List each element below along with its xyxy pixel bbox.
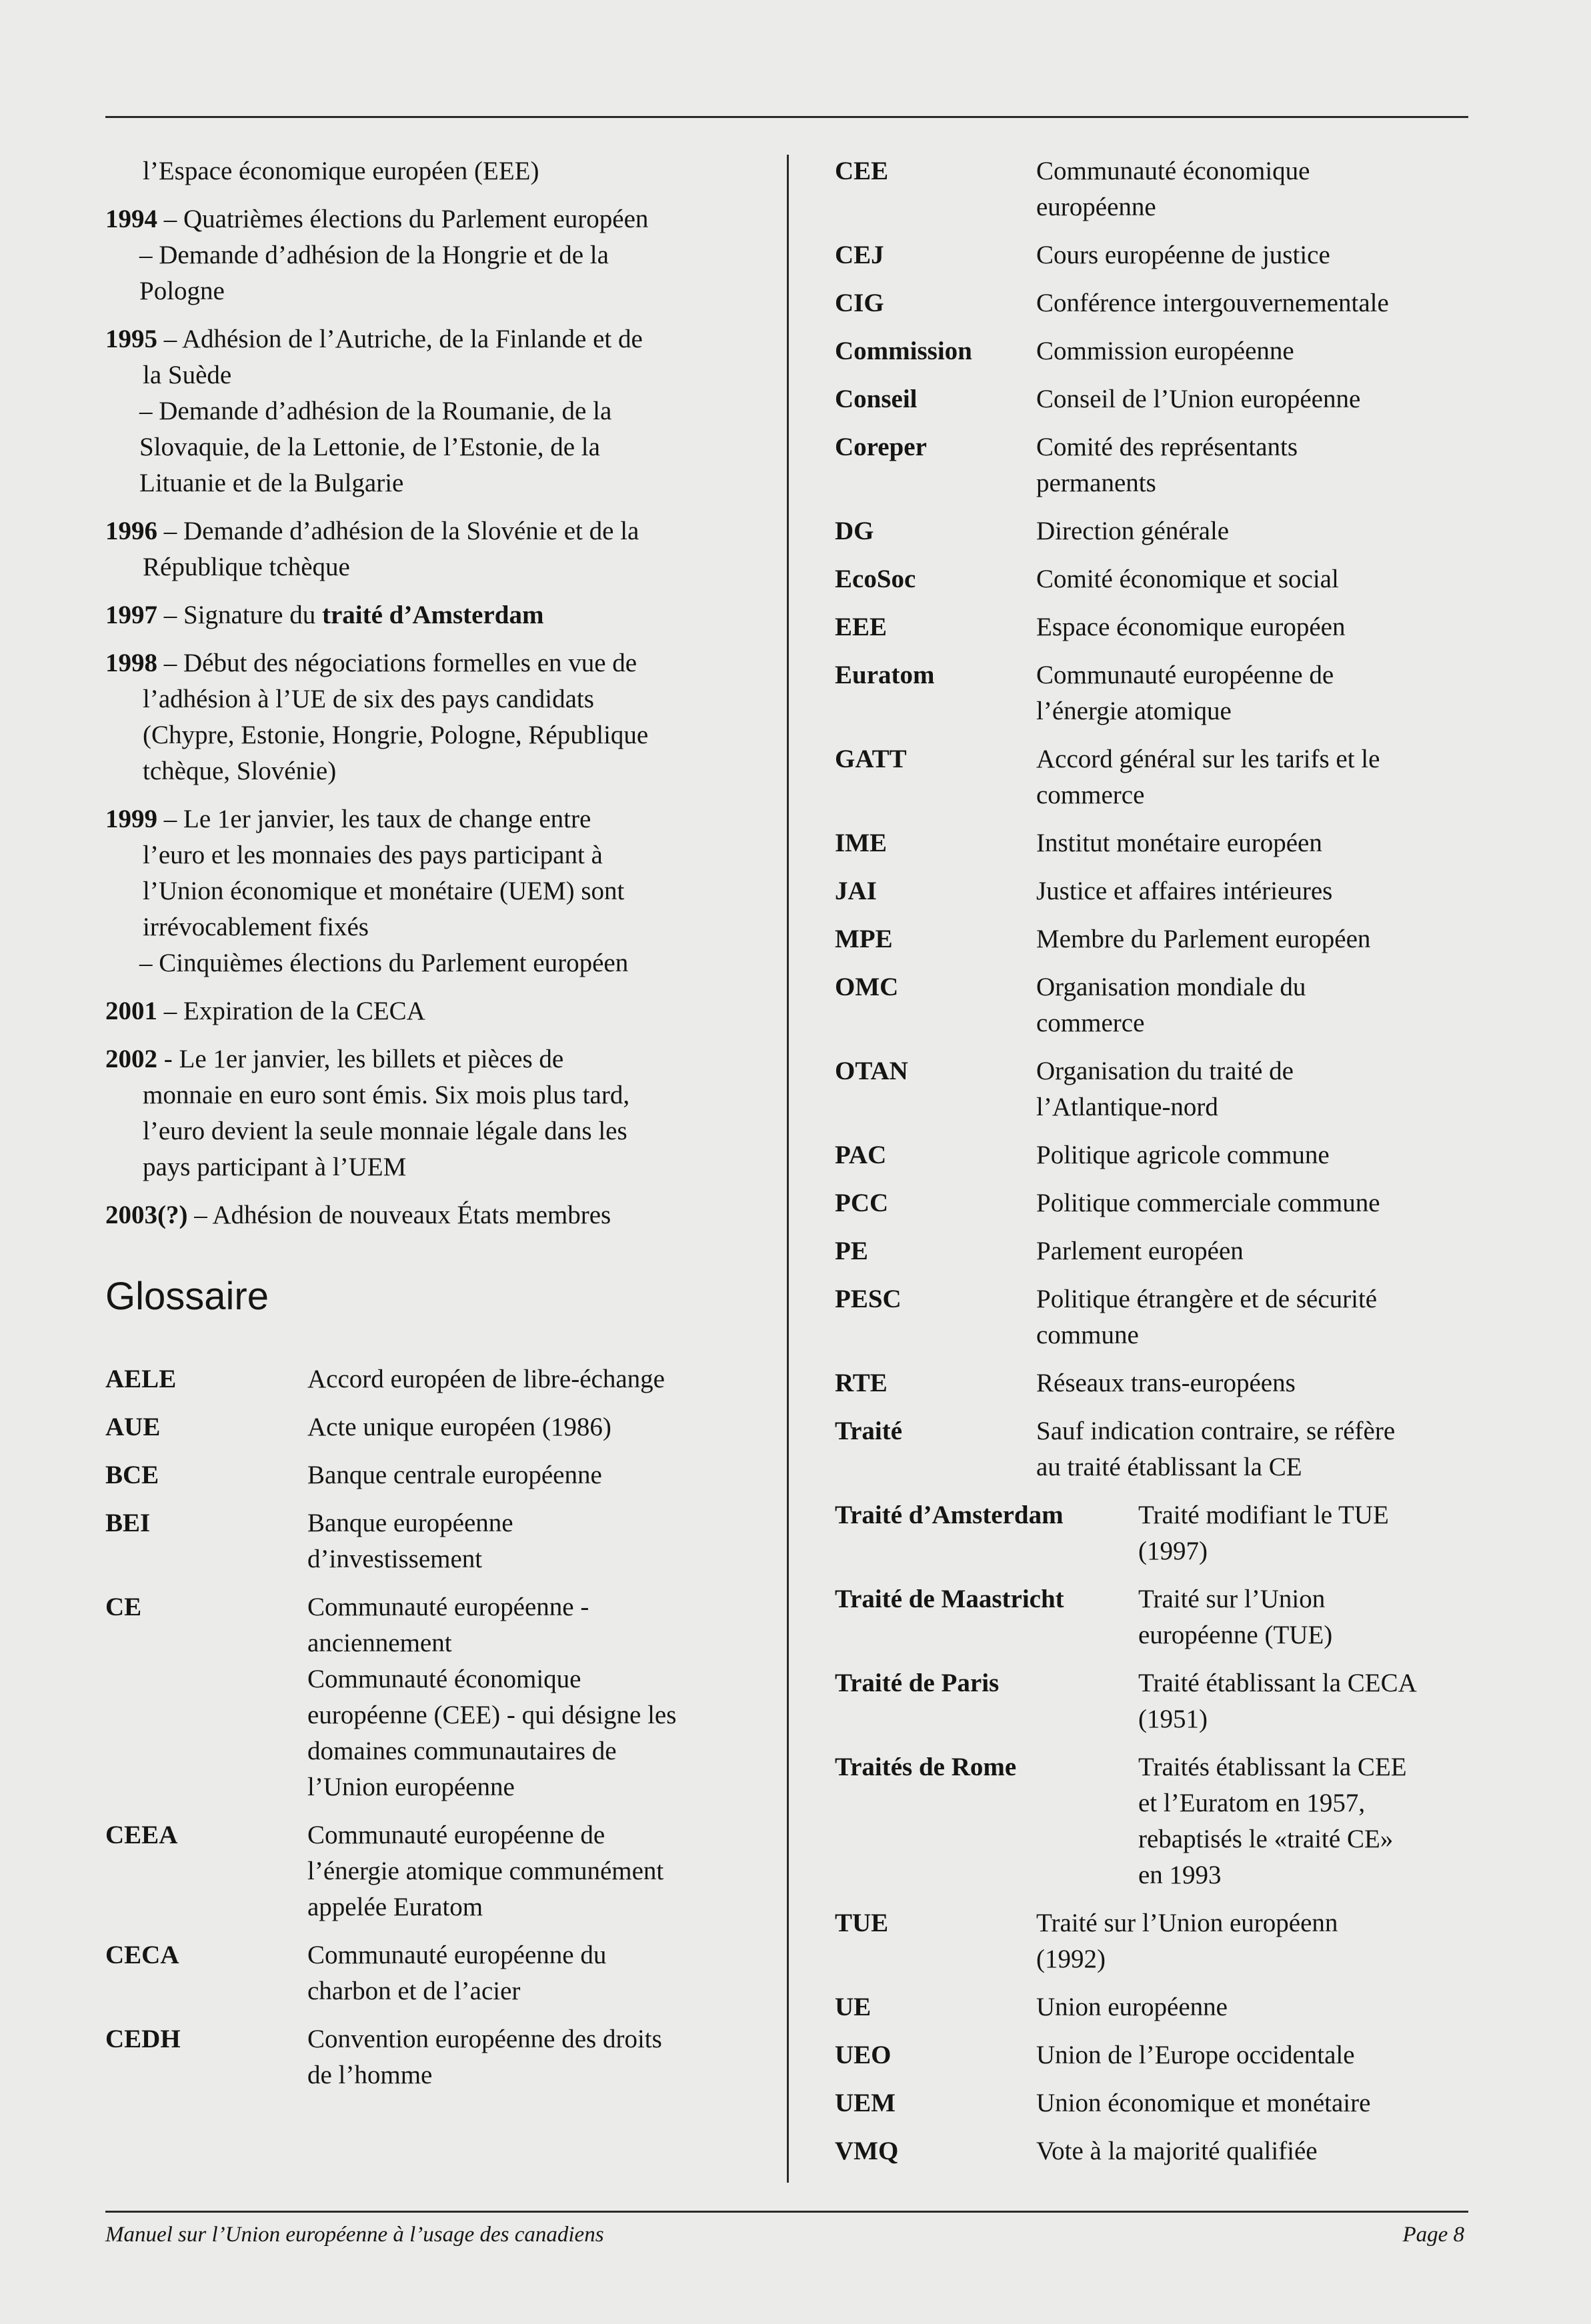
glossary-definition xyxy=(1036,285,1389,321)
glossary-definition xyxy=(1036,2133,1318,2169)
definition-line: Commission européenne xyxy=(1036,337,1294,365)
definition-line: Sauf indication contraire, se réfère xyxy=(1036,1417,1396,1445)
left-column xyxy=(105,153,739,2105)
chronology-year: 1995 xyxy=(105,325,157,353)
glossary-definition xyxy=(1036,2085,1370,2121)
chronology-text: Adhésion de nouveaux États membres xyxy=(212,1201,611,1229)
definition-line: Banque européenne xyxy=(307,1509,513,1537)
chronology-entry xyxy=(105,153,739,189)
definition-line: Réseaux trans-européens xyxy=(1036,1369,1296,1397)
definition-line: Accord européen de libre-échange xyxy=(307,1365,665,1393)
glossary-entry xyxy=(105,1457,739,1493)
glossary-term: IME xyxy=(835,829,887,857)
definition-line: de l’homme xyxy=(307,2061,433,2089)
chronology-year: 1997 xyxy=(105,601,157,629)
definition-line: l’énergie atomique communément xyxy=(307,1857,664,1885)
definition-line: (1951) xyxy=(1138,1705,1208,1733)
glossary-definition xyxy=(1036,561,1339,597)
glossary-entry xyxy=(835,1905,1502,1977)
glossary-term: Commission xyxy=(835,337,972,365)
glossary-definition xyxy=(1138,1497,1389,1569)
glossary-entry xyxy=(835,657,1502,729)
chronology-line: 1997 – Signature du traité d’Amsterdam xyxy=(105,601,544,629)
definition-line: d’investissement xyxy=(307,1545,483,1573)
glossary-right xyxy=(835,153,1502,2169)
glossary-definition xyxy=(1036,2037,1355,2073)
definition-line: Parlement européen xyxy=(1036,1237,1244,1265)
glossary-term: TUE xyxy=(835,1909,889,1937)
chronology-line: 1996 – Demande d’adhésion de la Slovénie et de la xyxy=(105,517,639,545)
glossary-definition xyxy=(307,1409,611,1445)
definition-line: (1992) xyxy=(1036,1945,1106,1973)
chronology-year: 2001 xyxy=(105,997,157,1025)
chronology-text: Quatrièmes élections du Parlement européen xyxy=(183,205,649,233)
glossaire-heading: Glossaire xyxy=(105,1275,269,1318)
chronology-year: 1999 xyxy=(105,805,157,833)
glossary-left xyxy=(105,1361,739,2093)
definition-line: Justice et affaires intérieures xyxy=(1036,877,1333,905)
definition-line: Institut monétaire européen xyxy=(1036,829,1322,857)
definition-line: au traité établissant la CE xyxy=(1036,1453,1302,1481)
definition-line: commerce xyxy=(1036,781,1145,809)
glossary-entry xyxy=(835,1185,1502,1221)
definition-line: Organisation mondiale du xyxy=(1036,973,1306,1001)
chronology-text: Demande d’adhésion de la Slovénie et de la xyxy=(183,517,639,545)
definition-line: anciennement xyxy=(307,1629,452,1657)
glossary-term: OTAN xyxy=(835,1057,908,1085)
chronology-line: 1998 – Début des négociations formelles en vue de xyxy=(105,649,637,677)
glossary-term: CIG xyxy=(835,289,884,317)
definition-line: Conseil de l’Union européenne xyxy=(1036,385,1361,413)
definition-line: Politique étrangère et de sécurité xyxy=(1036,1285,1378,1313)
glossary-entry xyxy=(835,1749,1502,1893)
glossary-definition xyxy=(1036,429,1298,501)
glossary-entry xyxy=(835,1413,1502,1485)
glossary-definition xyxy=(1138,1665,1417,1737)
glossary-definition xyxy=(1036,825,1322,861)
glossary-definition xyxy=(1036,921,1370,957)
glossary-entry xyxy=(835,1137,1502,1173)
definition-line: Comité économique et social xyxy=(1036,565,1339,593)
definition-line: Politique agricole commune xyxy=(1036,1141,1330,1169)
glossary-entry xyxy=(835,1665,1502,1737)
glossary-entry xyxy=(835,1365,1502,1401)
glossary-term: UE xyxy=(835,1993,872,2021)
definition-line: Vote à la majorité qualifiée xyxy=(1036,2137,1318,2165)
definition-line: Convention européenne des droits xyxy=(307,2025,662,2053)
chronology-line: pays participant à l’UEM xyxy=(143,1153,407,1181)
glossary-definition xyxy=(307,1817,663,1925)
definition-line: Espace économique européen xyxy=(1036,613,1346,641)
glossary-definition xyxy=(1036,741,1380,813)
glossary-entry xyxy=(835,513,1502,549)
glossary-definition xyxy=(1036,657,1334,729)
glossary-entry xyxy=(835,429,1502,501)
definition-line: Communauté européenne de xyxy=(307,1821,605,1849)
glossary-entry xyxy=(835,969,1502,1041)
footer-title: Manuel sur l’Union européenne à l’usage des canadiens xyxy=(105,2223,604,2247)
glossary-entry xyxy=(105,1589,739,1805)
chronology-subline: – Cinquièmes élections du Parlement européen xyxy=(139,949,629,977)
glossary-term: Euratom xyxy=(835,661,935,689)
glossary-definition xyxy=(307,2021,662,2093)
chronology-subline: Pologne xyxy=(139,277,225,305)
glossary-term: PESC xyxy=(835,1285,902,1313)
glossary-term: CEDH xyxy=(105,2025,181,2053)
chronology-text: Expiration de la CECA xyxy=(183,997,425,1025)
glossary-term: Traité d’Amsterdam xyxy=(835,1501,1064,1529)
glossary-term: CEJ xyxy=(835,241,884,269)
definition-line: commerce xyxy=(1036,1009,1145,1037)
chronology xyxy=(105,153,739,1233)
glossary-term: GATT xyxy=(835,745,907,773)
chronology-line: l’adhésion à l’UE de six des pays candidats xyxy=(143,685,594,713)
glossary-entry xyxy=(835,381,1502,417)
glossary-entry xyxy=(835,825,1502,861)
definition-line: Communauté économique xyxy=(307,1665,581,1693)
definition-line: l’Atlantique-nord xyxy=(1036,1093,1218,1121)
glossary-term: Traité xyxy=(835,1417,903,1445)
glossary-entry xyxy=(835,237,1502,273)
glossary-term: EcoSoc xyxy=(835,565,916,593)
glossary-term: AELE xyxy=(105,1365,177,1393)
chronology-year: 2002 xyxy=(105,1045,157,1073)
glossary-term: MPE xyxy=(835,925,893,953)
glossary-definition xyxy=(1036,1185,1380,1221)
definition-line: Comité des représentants xyxy=(1036,433,1298,461)
glossary-term: VMQ xyxy=(835,2137,899,2165)
chronology-entry xyxy=(105,993,739,1029)
glossary-entry xyxy=(835,561,1502,597)
definition-line: appelée Euratom xyxy=(307,1893,483,1921)
definition-line: l’énergie atomique xyxy=(1036,697,1232,725)
definition-line: européenne (TUE) xyxy=(1138,1621,1333,1649)
definition-line: Union de l’Europe occidentale xyxy=(1036,2041,1355,2069)
chronology-text: Début des négociations formelles en vue de xyxy=(183,649,637,677)
definition-line: l’Union européenne xyxy=(307,1773,515,1801)
chronology-line: l’euro devient la seule monnaie légale dans les xyxy=(143,1117,627,1145)
column-divider xyxy=(787,155,789,2183)
chronology-entry xyxy=(105,321,739,501)
chronology-entry xyxy=(105,801,739,981)
chronology-line: 2003(?) – Adhésion de nouveaux États membres xyxy=(105,1201,611,1229)
definition-line: Traité modifiant le TUE xyxy=(1138,1501,1389,1529)
glossary-definition xyxy=(1138,1749,1407,1893)
glossary-entry xyxy=(835,285,1502,321)
glossary-term: CEEA xyxy=(105,1821,178,1849)
glossary-definition xyxy=(1036,1905,1338,1977)
glossary-term: RTE xyxy=(835,1369,888,1397)
definition-line: Traités établissant la CEE xyxy=(1138,1753,1407,1781)
glossary-definition xyxy=(1036,1281,1377,1353)
glossary-entry xyxy=(105,1505,739,1577)
chronology-line: l’Espace économique européen (EEE) xyxy=(143,157,539,185)
definition-line: en 1993 xyxy=(1138,1861,1222,1889)
glossary-entry xyxy=(835,873,1502,909)
glossary-definition xyxy=(1036,333,1294,369)
definition-line: Traité sur l’Union xyxy=(1138,1585,1326,1613)
chronology-subline: – Demande d’adhésion de la Roumanie, de la xyxy=(139,397,612,425)
chronology-year: 1996 xyxy=(105,517,157,545)
glossary-entry xyxy=(835,1281,1502,1353)
definition-line: Union économique et monétaire xyxy=(1036,2089,1371,2117)
chronology-line: (Chypre, Estonie, Hongrie, Pologne, République xyxy=(143,721,649,749)
glossary-entry xyxy=(835,1581,1502,1653)
glossary-entry xyxy=(835,2037,1502,2073)
definition-line: Banque centrale européenne xyxy=(307,1461,602,1489)
chronology-line: irrévocablement fixés xyxy=(143,913,369,941)
chronology-subline: Lituanie et de la Bulgarie xyxy=(139,469,404,497)
chronology-line: l’Union économique et monétaire (UEM) sont xyxy=(143,877,625,905)
glossary-term: CECA xyxy=(105,1941,179,1969)
glossary-definition xyxy=(1036,1413,1395,1485)
right-column xyxy=(835,153,1502,2181)
definition-line: charbon et de l’acier xyxy=(307,1977,521,2005)
glossary-term: BEI xyxy=(105,1509,151,1537)
definition-line: Conférence intergouvernementale xyxy=(1036,289,1389,317)
chronology-entry xyxy=(105,513,739,585)
chronology-line: l’euro et les monnaies des pays participant à xyxy=(143,841,603,869)
chronology-line: 1999 – Le 1er janvier, les taux de change entre xyxy=(105,805,591,833)
glossary-definition xyxy=(1036,237,1330,273)
glossary-term: PAC xyxy=(835,1141,887,1169)
chronology-line: la Suède xyxy=(143,361,232,389)
glossary-definition xyxy=(1036,381,1360,417)
definition-line: (1997) xyxy=(1138,1537,1208,1565)
glossary-definition xyxy=(1036,609,1345,645)
glossary-term: Traité de Paris xyxy=(835,1669,1000,1697)
chronology-line: 1994 – Quatrièmes élections du Parlement européen xyxy=(105,205,649,233)
chronology-line: tchèque, Slovénie) xyxy=(143,757,337,785)
glossary-definition xyxy=(1138,1581,1332,1653)
chronology-text: Adhésion de l’Autriche, de la Finlande et de xyxy=(181,325,643,353)
glossary-entry xyxy=(835,1233,1502,1269)
chronology-year: 1994 xyxy=(105,205,157,233)
glossary-term: BCE xyxy=(105,1461,159,1489)
glossary-term: Conseil xyxy=(835,385,918,413)
chronology-subline: – Demande d’adhésion de la Hongrie et de la xyxy=(139,241,609,269)
glossary-term: UEO xyxy=(835,2041,892,2069)
glossary-term: DG xyxy=(835,517,874,545)
definition-line: Organisation du traité de xyxy=(1036,1057,1294,1085)
glossary-definition xyxy=(1036,1365,1296,1401)
definition-line: Cours européenne de justice xyxy=(1036,241,1330,269)
chronology-entry xyxy=(105,1041,739,1185)
glossary-entry xyxy=(105,1409,739,1445)
definition-line: européenne (CEE) - qui désigne les xyxy=(307,1701,677,1729)
definition-line: permanents xyxy=(1036,469,1156,497)
chronology-text: Le 1er janvier, les billets et pièces de xyxy=(179,1045,564,1073)
chronology-line: 2001 – Expiration de la CECA xyxy=(105,997,425,1025)
glossary-term: Traité de Maastricht xyxy=(835,1585,1064,1613)
definition-line: Communauté économique xyxy=(1036,157,1310,185)
glossary-term: CEE xyxy=(835,157,889,185)
glossary-definition xyxy=(307,1589,676,1805)
glossary-entry xyxy=(835,1053,1502,1125)
glossary-definition xyxy=(307,1457,602,1493)
glossary-entry xyxy=(105,1361,739,1397)
glossary-entry xyxy=(835,2085,1502,2121)
glossary-definition xyxy=(1036,969,1306,1041)
glossary-definition xyxy=(307,1361,665,1397)
glossary-entry xyxy=(835,153,1502,225)
definition-line: Politique commerciale commune xyxy=(1036,1189,1380,1217)
definition-line: Communauté européenne du xyxy=(307,1941,607,1969)
glossary-term: Coreper xyxy=(835,433,927,461)
definition-line: Communauté européenne de xyxy=(1036,661,1334,689)
glossary-entry xyxy=(835,609,1502,645)
chronology-entry xyxy=(105,645,739,789)
definition-line: Direction générale xyxy=(1036,517,1230,545)
chronology-entry xyxy=(105,201,739,309)
chronology-line: République tchèque xyxy=(143,553,350,581)
chronology-entry xyxy=(105,1197,739,1233)
glossary-entry xyxy=(835,2133,1502,2169)
definition-line: Communauté européenne - xyxy=(307,1593,589,1621)
header-rule xyxy=(105,116,1468,118)
chronology-text: Signature du traité d’Amsterdam xyxy=(183,601,544,629)
glossary-definition xyxy=(1036,873,1332,909)
footer-rule xyxy=(105,2211,1468,2213)
glossary-entry xyxy=(835,1497,1502,1569)
glossary-entry xyxy=(835,921,1502,957)
definition-line: commune xyxy=(1036,1321,1139,1349)
glossary-definition xyxy=(1036,1233,1244,1269)
definition-line: Union européenne xyxy=(1036,1993,1228,2021)
glossary-term: EEE xyxy=(835,613,888,641)
glossary-entry xyxy=(835,1989,1502,2025)
glossary-entry xyxy=(105,1937,739,2009)
definition-line: rebaptisés le «traité CE» xyxy=(1138,1825,1394,1853)
definition-line: Acte unique européen (1986) xyxy=(307,1413,611,1441)
page-number: Page 8 xyxy=(1402,2223,1464,2247)
definition-line: Accord général sur les tarifs et le xyxy=(1036,745,1380,773)
glossary-term: PCC xyxy=(835,1189,889,1217)
definition-line: et l’Euratom en 1957, xyxy=(1138,1789,1366,1817)
glossary-term: OMC xyxy=(835,973,899,1001)
definition-line: Traité établissant la CECA xyxy=(1138,1669,1417,1697)
definition-line: Membre du Parlement européen xyxy=(1036,925,1371,953)
glossary-term: PE xyxy=(835,1237,868,1265)
glossary-entry xyxy=(105,1817,739,1925)
glossary-definition xyxy=(1036,1137,1330,1173)
glossary-definition xyxy=(1036,1053,1294,1125)
glossary-term: Traités de Rome xyxy=(835,1753,1017,1781)
glossary-definition xyxy=(1036,1989,1228,2025)
glossary-definition xyxy=(1036,153,1310,225)
definition-line: domaines communautaires de xyxy=(307,1737,617,1765)
chronology-text: Le 1er janvier, les taux de change entre xyxy=(183,805,591,833)
glossary-definition xyxy=(1036,513,1229,549)
glossary-entry xyxy=(835,333,1502,369)
chronology-entry xyxy=(105,597,739,633)
chronology-line: 2002 - Le 1er janvier, les billets et pièces de xyxy=(105,1045,564,1073)
definition-line: européenne xyxy=(1036,193,1156,221)
chronology-line: monnaie en euro sont émis. Six mois plus tard, xyxy=(143,1081,630,1109)
chronology-year: 1998 xyxy=(105,649,157,677)
glossary-term: JAI xyxy=(835,877,877,905)
glossary-definition xyxy=(307,1937,606,2009)
chronology-year: 2003(?) xyxy=(105,1201,188,1229)
definition-line: Traité sur l’Union européenn xyxy=(1036,1909,1338,1937)
chronology-line: 1995 – Adhésion de l’Autriche, de la Finlande et de xyxy=(105,325,643,353)
chronology-subline: Slovaquie, de la Lettonie, de l’Estonie, de la xyxy=(139,433,600,461)
glossary-entry xyxy=(835,741,1502,813)
glossary-term: AUE xyxy=(105,1413,161,1441)
glossary-definition xyxy=(307,1505,513,1577)
glossary-entry xyxy=(105,2021,739,2093)
glossary-term: UEM xyxy=(835,2089,896,2117)
glossary-term: CE xyxy=(105,1593,142,1621)
